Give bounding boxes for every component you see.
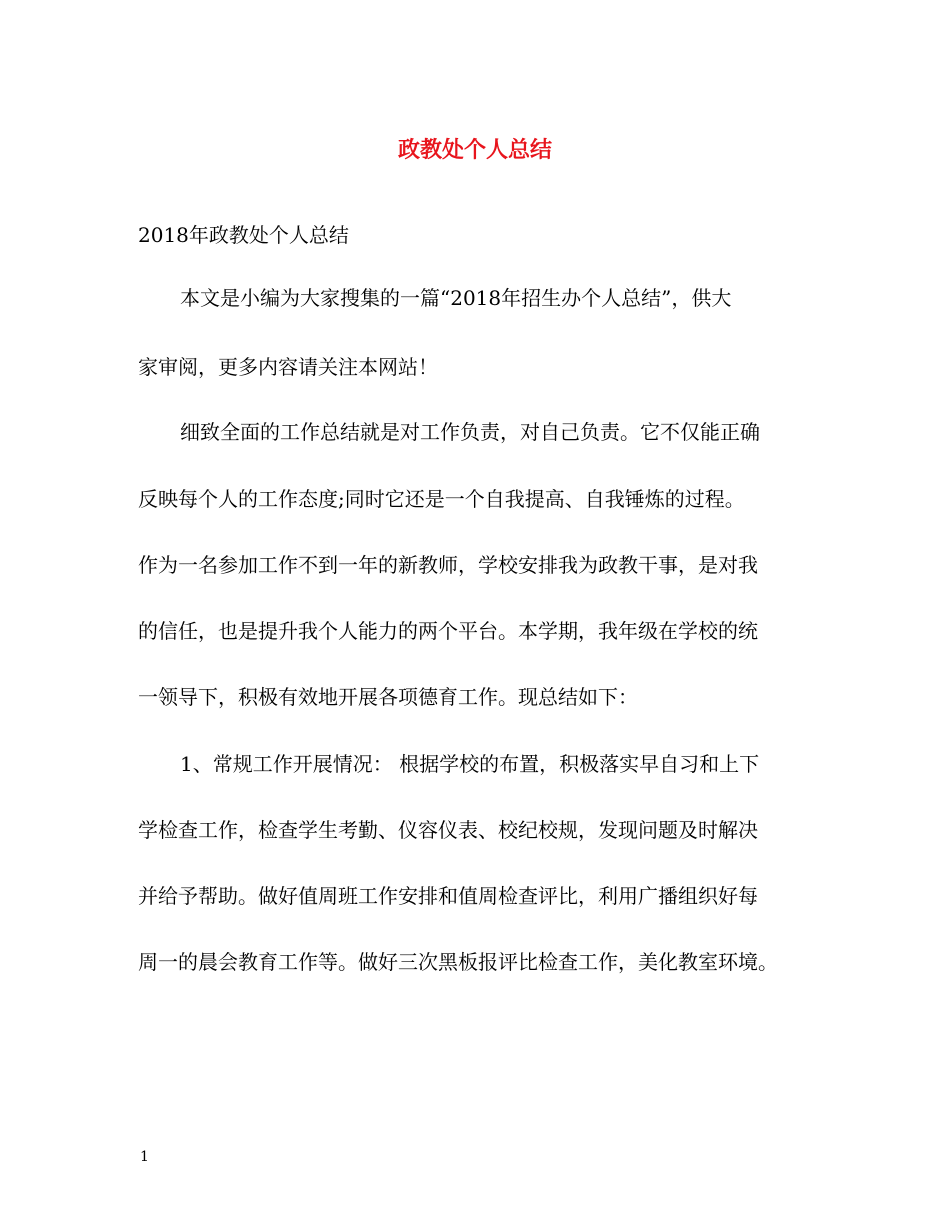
paragraph-line: 本文是小编为大家搜集的一篇“2018年招生办个人总结”，供大 [180,286,732,310]
paragraph-line: 反映每个人的工作态度;同时它还是一个自我提高、自我锤炼的过程。 [138,487,745,511]
subtitle-line: 2018年政教处个人总结 [138,223,349,247]
page-number: 1 [140,1149,149,1165]
paragraph-line: 家审阅，更多内容请关注本网站！ [138,355,438,379]
paragraph-line: 1、常规工作开展情况： 根据学校的布置，积极落实早自习和上下 [180,752,760,776]
paragraph-line: 细致全面的工作总结就是对工作负责，对自己负责。它不仅能正确 [180,420,760,444]
document-title: 政教处个人总结 [397,137,552,163]
paragraph-line: 的信任，也是提升我个人能力的两个平台。本学期，我年级在学校的统 [138,619,758,643]
paragraph-line: 周一的晨会教育工作等。做好三次黑板报评比检查工作，美化教室环境。 [138,950,778,974]
paragraph-line: 学检查工作，检查学生考勤、仪容仪表、校纪校规，发现问题及时解决 [138,818,758,842]
paragraph-line: 并给予帮助。做好值周班工作安排和值周检查评比，利用广播组织好每 [138,884,758,908]
paragraph-line: 一领导下，积极有效地开展各项德育工作。现总结如下： [138,685,638,709]
paragraph-line: 作为一名参加工作不到一年的新教师，学校安排我为政教干事，是对我 [138,553,758,577]
